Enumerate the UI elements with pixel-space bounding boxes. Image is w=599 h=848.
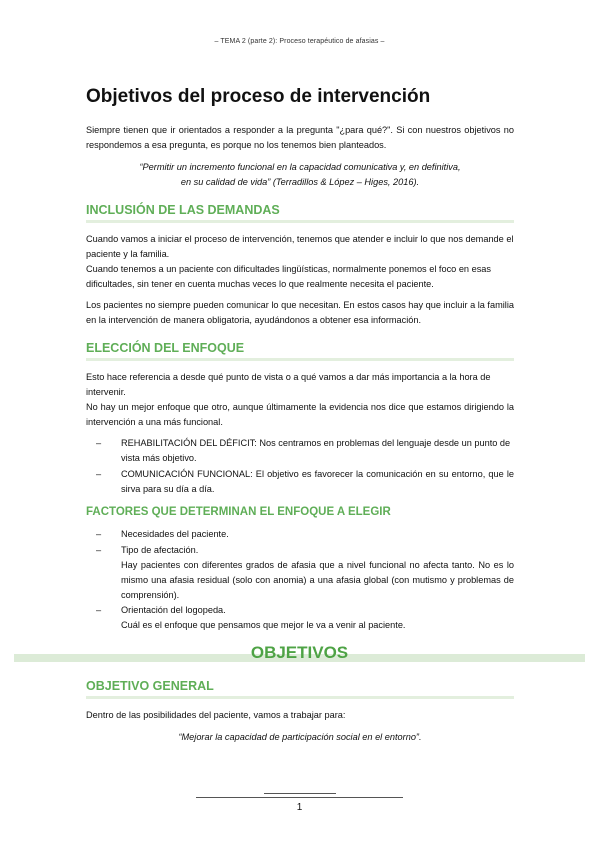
page-title: Objetivos del proceso de intervención [86,86,431,107]
list-item: REHABILITACIÓN DEL DÉFICIT: Nos centramos en problemas del lenguaje desde un punto de vista más objetivo. [121,438,511,463]
section-heading-objetivo-general: OBJETIVO GENERAL [86,679,514,699]
enfoque-paragraph-2: No hay un mejor enfoque que otro, aunque últimamente la evidencia nos dice que estamos dirigiendo la intervención a una más funcional. [86,402,514,427]
objetivo-general-quote: “Mejorar la capacidad de participación social en el entorno”. [178,732,422,742]
quote-line-2: en su calidad de vida” (Terradillos & López – Higes, 2016). [180,177,420,187]
subsection-heading-factores: FACTORES QUE DETERMINAN EL ENFOQUE A ELEGIR [86,506,391,518]
list-item: Orientación del logopeda. [121,605,226,615]
enfoque-paragraph-1: Esto hace referencia a desde qué punto de vista o a qué vamos a dar más importancia a la hora de intervenir. [86,372,491,397]
section-title-objetivos: OBJETIVOS [250,643,349,662]
list-item-detail: Hay pacientes con diferentes grados de afasia que a nivel funcional no afecta tanto. No es lo mismo una afasia residual (solo con anomia) a una afasia global (con mutismo y problemas de comprensión). [121,560,514,600]
footer-rule-long [196,797,403,798]
list-item-detail: Cuál es el enfoque que pensamos que mejor le va a venir al paciente. [121,620,406,630]
footer-rule-short [264,793,336,794]
list-bullet: – [96,469,102,479]
page-number: 1 [296,802,303,813]
list-bullet: – [96,545,102,555]
demandas-paragraph-2: Cuando tenemos a un paciente con dificultades lingüísticas, normalmente ponemos el foco en esas dificultades, sin tener en cuenta muchas veces lo que realmente necesita el paciente. [86,264,492,289]
intro-paragraph: Siempre tienen que ir orientados a responder a la pregunta "¿para qué?". Si con nuestros objetivos no respondemos a esa pregunta, es porque no los tenemos bien planteados. [86,125,514,150]
quote-line-1: “Permitir un incremento funcional en la capacidad comunicativa y, en definitiva, [139,162,461,172]
demandas-paragraph-1: Cuando vamos a iniciar el proceso de intervención, tenemos que atender e incluir lo que nos demande el paciente y la familia. [86,234,514,259]
running-header: – TEMA 2 (parte 2): Proceso terapéutico de afasias – [214,38,385,45]
demandas-paragraph-3: Los pacientes no siempre pueden comunicar lo que necesitan. En estos casos hay que incluir a la familia en la intervención de manera obligatoria, ayudándonos a obtener esa información. [86,300,514,325]
list-item: Necesidades del paciente. [121,529,229,539]
objetivo-general-paragraph: Dentro de las posibilidades del paciente, vamos a trabajar para: [86,710,346,720]
section-heading-enfoque: ELECCIÓN DEL ENFOQUE [86,341,514,361]
section-heading-demandas: INCLUSIÓN DE LAS DEMANDAS [86,203,514,223]
list-bullet: – [96,605,102,615]
list-bullet: – [96,438,102,448]
list-item: COMUNICACIÓN FUNCIONAL: El objetivo es favorecer la comunicación en su entorno, que le sirva para su día a día. [121,469,514,494]
list-item: Tipo de afectación. [121,545,199,555]
list-bullet: – [96,529,102,539]
